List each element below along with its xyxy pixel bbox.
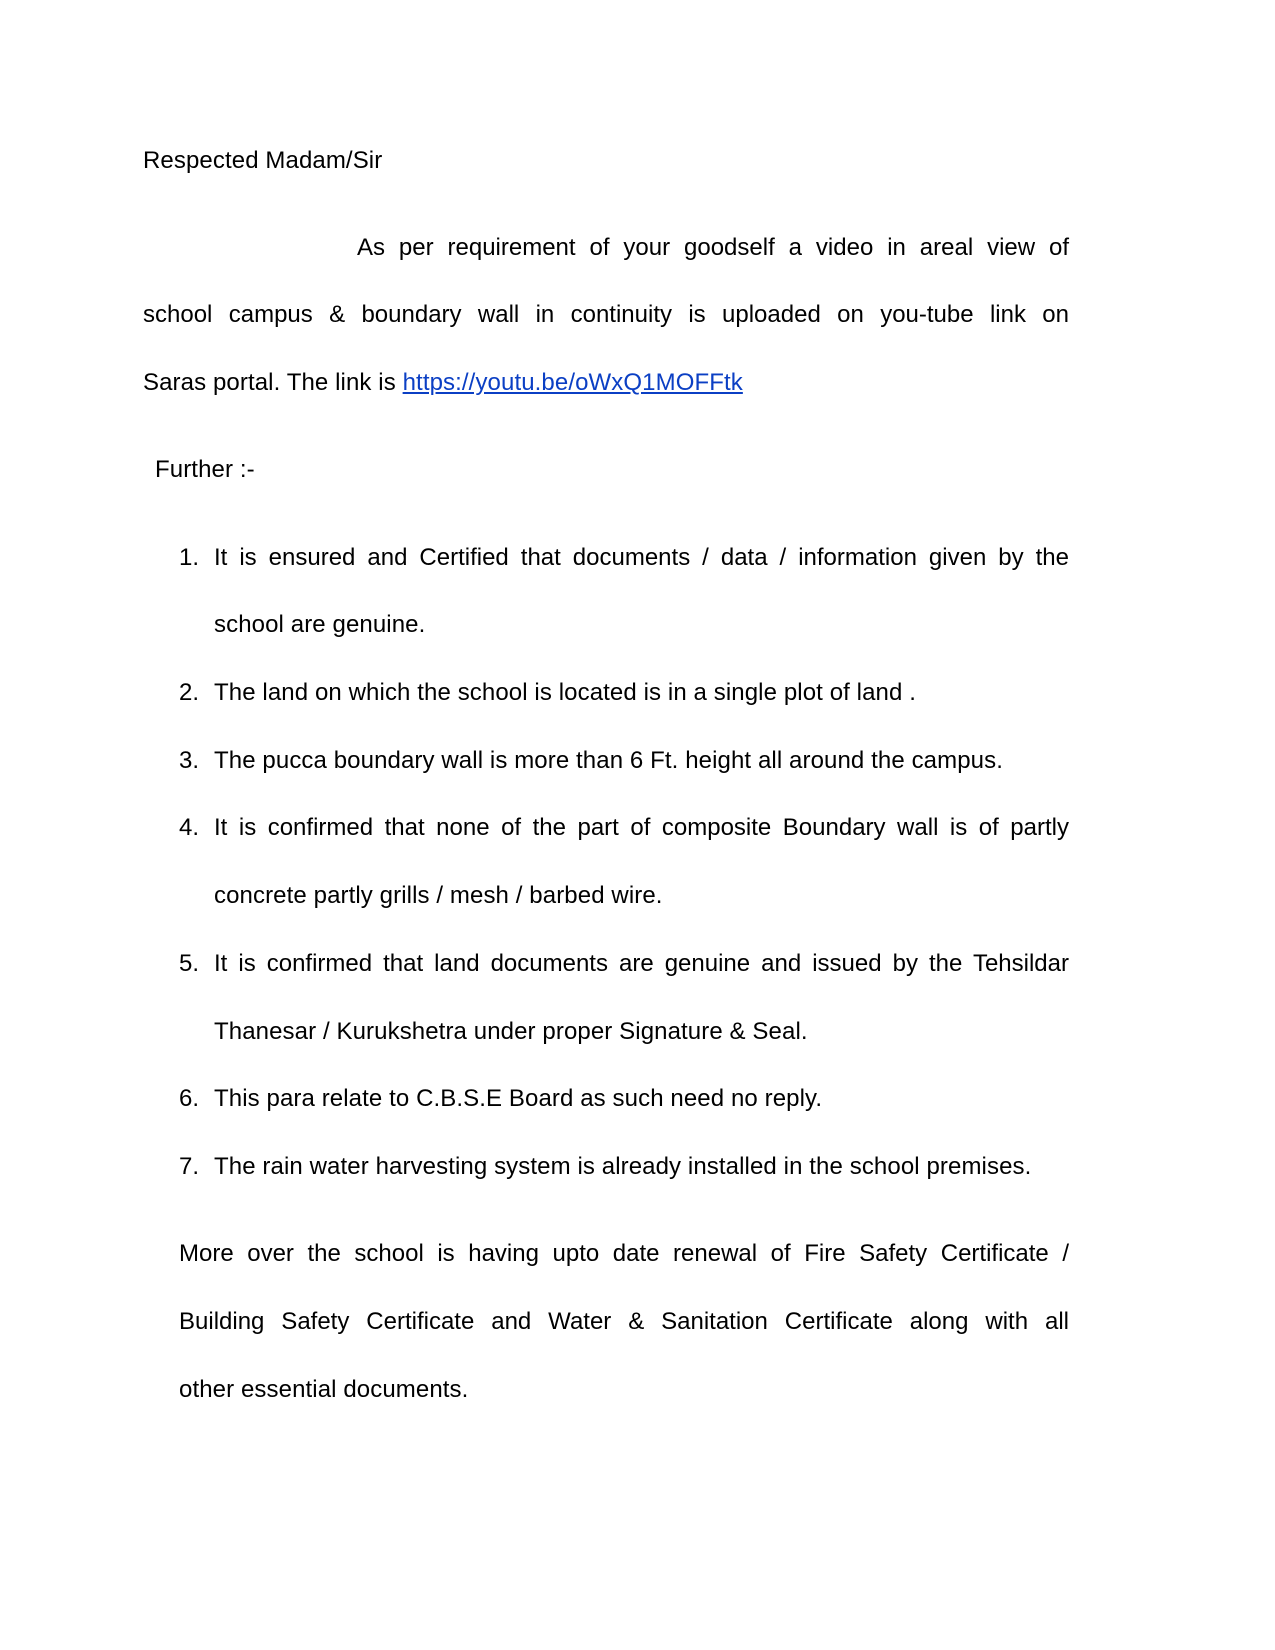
list-item-number: 5. xyxy=(179,950,200,977)
further-heading: Further :- xyxy=(155,456,255,483)
list-item-number: 2. xyxy=(179,679,200,706)
list-item-text-cont: school are genuine. xyxy=(214,611,426,638)
list-item-text: It is ensured and Certified that documents / data / information given by the xyxy=(214,544,1069,571)
list-item-number: 4. xyxy=(179,814,200,841)
closing-line-1: More over the school is having upto date renewal of Fire Safety Certificate / xyxy=(179,1240,1069,1267)
list-item-number: 7. xyxy=(179,1153,200,1180)
list-item-text-cont: Thanesar / Kurukshetra under proper Signature & Seal. xyxy=(214,1018,808,1045)
list-item-text: The rain water harvesting system is already installed in the school premises. xyxy=(214,1153,1032,1180)
list-item-text: It is confirmed that none of the part of composite Boundary wall is of partly xyxy=(214,814,1069,841)
salutation: Respected Madam/Sir xyxy=(143,147,383,174)
intro-line-2: school campus & boundary wall in continuity is uploaded on you-tube link on xyxy=(143,301,1069,328)
list-item-text-cont: concrete partly grills / mesh / barbed wire. xyxy=(214,882,663,909)
intro-line-3 xyxy=(143,368,743,398)
list-item-number: 6. xyxy=(179,1085,200,1112)
intro-line-1: As per requirement of your goodself a video in areal view of xyxy=(357,234,1069,261)
list-item-text: The land on which the school is located is in a single plot of land . xyxy=(214,679,916,706)
closing-line-2: Building Safety Certificate and Water & Sanitation Certificate along with all xyxy=(179,1308,1069,1335)
list-item-number: 3. xyxy=(179,747,200,774)
intro-line-3-prefix: Saras portal. The link is xyxy=(143,369,403,396)
closing-line-3: other essential documents. xyxy=(179,1376,469,1403)
list-item-text: It is confirmed that land documents are genuine and issued by the Tehsildar xyxy=(214,950,1069,977)
youtube-link[interactable]: https://youtu.be/oWxQ1MOFFtk xyxy=(402,369,743,396)
list-item-number: 1. xyxy=(179,544,200,571)
list-item-text: The pucca boundary wall is more than 6 Ft. height all around the campus. xyxy=(214,747,1003,774)
list-item-text: This para relate to C.B.S.E Board as such need no reply. xyxy=(214,1085,823,1112)
